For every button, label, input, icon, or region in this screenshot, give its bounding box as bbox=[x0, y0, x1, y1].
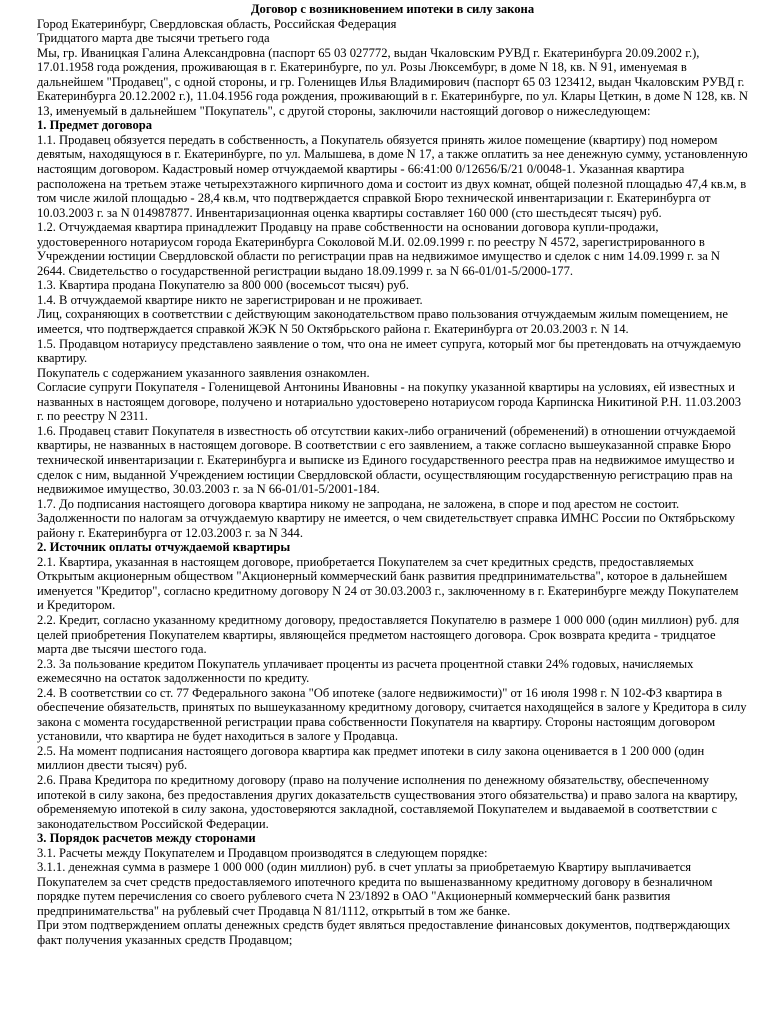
clause-3-1: 3.1. Расчеты между Покупателем и Продавцом производятся в следующем порядке: bbox=[37, 845, 488, 860]
clause-2-3: 2.3. За пользование кредитом Покупатель уплачивает проценты из расчета процентной ставки 24% годовых, начисляемых ежемесячно на остаток задолженности по кредиту. bbox=[37, 656, 694, 686]
clause-3-1-1-note: При этом подтверждением оплаты денежных средств будет являться предоставление финансовых документов, подтверждающих факт получения указанных средств Продавцом; bbox=[37, 918, 731, 947]
clause-2-5: 2.5. На момент подписания настоящего договора квартира как предмет ипотеки в силу закона оценивается в 1 200 000 (один миллион двести тысяч) руб. bbox=[37, 743, 705, 773]
clause-1-5-note-spouse-consent: Согласие супруги Покупателя - Голенищевой Антонины Ивановны - на покупку указанной квартиры на условиях, ей известных и названных в настоящем договоре, получено и нотариально удостоверено нотариусом города Карпинска Никитиной Р.Н. 11.03.2003 г. по реестру N 2311. bbox=[37, 380, 742, 424]
clause-2-1: 2.1. Квартира, указанная в настоящем договоре, приобретается Покупателем за счет кредитных средств, предоставляемых Открытым акционерным обществом "Акционерный коммерческий банк развития предпринимательства", которое в дальнейшем именуется "Кредитор", согласно кредитному договору N 24 от 30.03.2003 г., заключенному в г. Екатеринбурге между Покупателем и Кредитором. bbox=[37, 554, 739, 613]
clause-1-5-note-buyer: Покупатель с содержанием указанного заявления ознакомлен. bbox=[37, 365, 370, 380]
clause-3-1-1: 3.1.1. денежная сумма в размере 1 000 000 (один миллион) руб. в счет уплаты за приобретаемую Квартиру выплачивается Покупателем за счет средств предоставляемого ипотечного кредита по вышеназванному кредитному договору в безналичном порядке путем перечисления со своего рублевого счета N 23/1892 в ОАО "Акционерный коммерческий банк развития предпринимательства" на рублевый счет Продавца N 81/1112, открытый в том же банке. bbox=[37, 860, 713, 918]
clause-1-5: 1.5. Продавцом нотариусу представлено заявление о том, что она не имеет супруга, который мог бы претендовать на отчуждаемую квартиру. bbox=[37, 336, 741, 366]
clause-1-7: 1.7. До подписания настоящего договора квартира никому не запродана, не заложена, в споре и под арестом не состоит. Задолженности по налогам за отчуждаемую квартиру не имеется, о чем свидетельствует справка ИМНС России по Октябрьскому району г. Екатеринбурга от 12.03.2003 г. за N 344. bbox=[37, 496, 735, 540]
clause-1-4: 1.4. В отчуждаемой квартире никто не зарегистрирован и не проживает. bbox=[37, 292, 423, 307]
date-line: Тридцатого марта две тысячи третьего года bbox=[37, 31, 270, 46]
location-line: Город Екатеринбург, Свердловская область, Российская Федерация bbox=[37, 16, 397, 31]
clause-1-1: 1.1. Продавец обязуется передать в собственность, а Покупатель обязуется принять жилое помещение (квартиру) под номером девятым, находящуюся в г. Екатеринбурге, по ул. Малышева, в доме N 17, а также оплатить за нее денежную сумму, установленную настоящим договором. Кадастровый номер отчуждаемой квартиры - 66:41:00 0/12656/Б/21 0/0048-1. Указанная квартира расположена на третьем этаже четырехэтажного кирпичного дома и состоит из двух комнат, общей полезной площадью 47,4 кв.м, в том числе жилой площадью - 28,4 кв.м, что подтверждается справкой Бюро технической инвентаризации г. Екатеринбурга от 10.03.2003 г. за N 014987877. Инвентаризационная оценка квартиры составляет 160 000 (сто шестьдесят тысяч) руб. bbox=[37, 132, 748, 220]
clause-2-2: 2.2. Кредит, согласно указанному кредитному договору, предоставляется Покупателю в размере 1 000 000 (один миллион) руб. для целей приобретения Покупателем квартиры, являющейся предметом настоящего договора. Срок возврата кредита - тридцатое марта две тысячи шестого года. bbox=[37, 612, 740, 657]
document-title: Договор с возникновением ипотеки в силу закона bbox=[250, 2, 535, 16]
clause-1-4-note: Лиц, сохраняющих в соответствии с действующим законодательством право пользования отчуждаемым жилым помещением, не имеется, что подтверждается справкой ЖЭК N 50 Октябрьского района г. Екатеринбурга от 20.03.2003 г. N 14. bbox=[37, 307, 728, 337]
clause-2-6: 2.6. Права Кредитора по кредитному договору (право на получение исполнения по денежному обязательству, обеспеченному ипотекой в силу закона, без предоставления других доказательств существования этого обязательства) и право залога на квартиру, обременяемую ипотекой в силу закона, удостоверяются закладной, составляемой Покупателем и выдаваемой в соответствии с законодательством Российской Федерации. bbox=[37, 772, 738, 831]
section-2-heading: 2. Источник оплаты отчуждаемой квартиры bbox=[37, 540, 291, 555]
clause-1-2: 1.2. Отчуждаемая квартира принадлежит Продавцу на праве собственности на основании договора купли-продажи, удостоверенного нотариусом города Екатеринбурга Соколовой М.И. 02.09.1999 г. по реестру N 4572, зарегистрированного в Учреждении юстиции Свердловской области по регистрации прав на недвижимое имущество и сделок с ним 14.09.1999 г. за N 2644. Свидетельство о государственной регистрации выдано 18.09.1999 г. за N 66-01/01-5/2000-177. bbox=[37, 220, 721, 278]
section-1-heading: 1. Предмет договора bbox=[37, 118, 153, 133]
clause-2-4: 2.4. В соответствии со ст. 77 Федерального закона "Об ипотеке (залоге недвижимости)" от 16 июля 1998 г. N 102-ФЗ квартира в обеспечение обязательств, принятых по вышеуказанному кредитному договору, считается находящейся в залоге у Кредитора в силу закона с момента государственной регистрации права собственности Покупателя на квартиру. Стороны настоящим договором установили, что квартира не будет находиться в залоге у Продавца. bbox=[37, 685, 747, 744]
parties-paragraph: Мы, гр. Иваницкая Галина Александровна (паспорт 65 03 027772, выдан Чкаловским РУВД г. Екатеринбурга 20.09.2002 г.), 17.01.1958 года рождения, проживающая в г. Екатеринбурге, по ул. Розы Люксембург, в доме N 18, кв. N 91, именуемая в дальнейшем "Продавец", с одной стороны, и гр. Голенищев Илья Владимирович (паспорт 65 03 123412, выдан Чкаловским РУВД г. Екатеринбурга 20.12.2002 г.), 11.04.1956 года рождения, проживающий в г. Екатеринбурге, по ул. Клары Цеткин, в доме N 128, кв. N 13, именуемый в дальнейшем "Покупатель", с другой стороны, заключили настоящий договор о нижеследующем: bbox=[37, 45, 749, 118]
section-3-heading: 3. Порядок расчетов между сторонами bbox=[37, 831, 256, 846]
clause-1-6: 1.6. Продавец ставит Покупателя в известность об отсутствии каких-либо ограничений (обременений) в отношении отчуждаемой квартиры, не названных в настоящем договоре. В соответствии с его заявлением, а также согласно вышеуказанной справке Бюро технической инвентаризации г. Екатеринбурга и выписке из Единого государственного реестра прав на недвижимое имущество и сделок с ним, выданной Учреждением юстиции Свердловской области, осуществляющим государственную регистрацию прав на недвижимое имущество, 30.03.2003 г. за N 66-01/01-5/2001-184. bbox=[37, 423, 736, 497]
clause-1-3: 1.3. Квартира продана Покупателю за 800 000 (восемьсот тысяч) руб. bbox=[37, 278, 409, 293]
